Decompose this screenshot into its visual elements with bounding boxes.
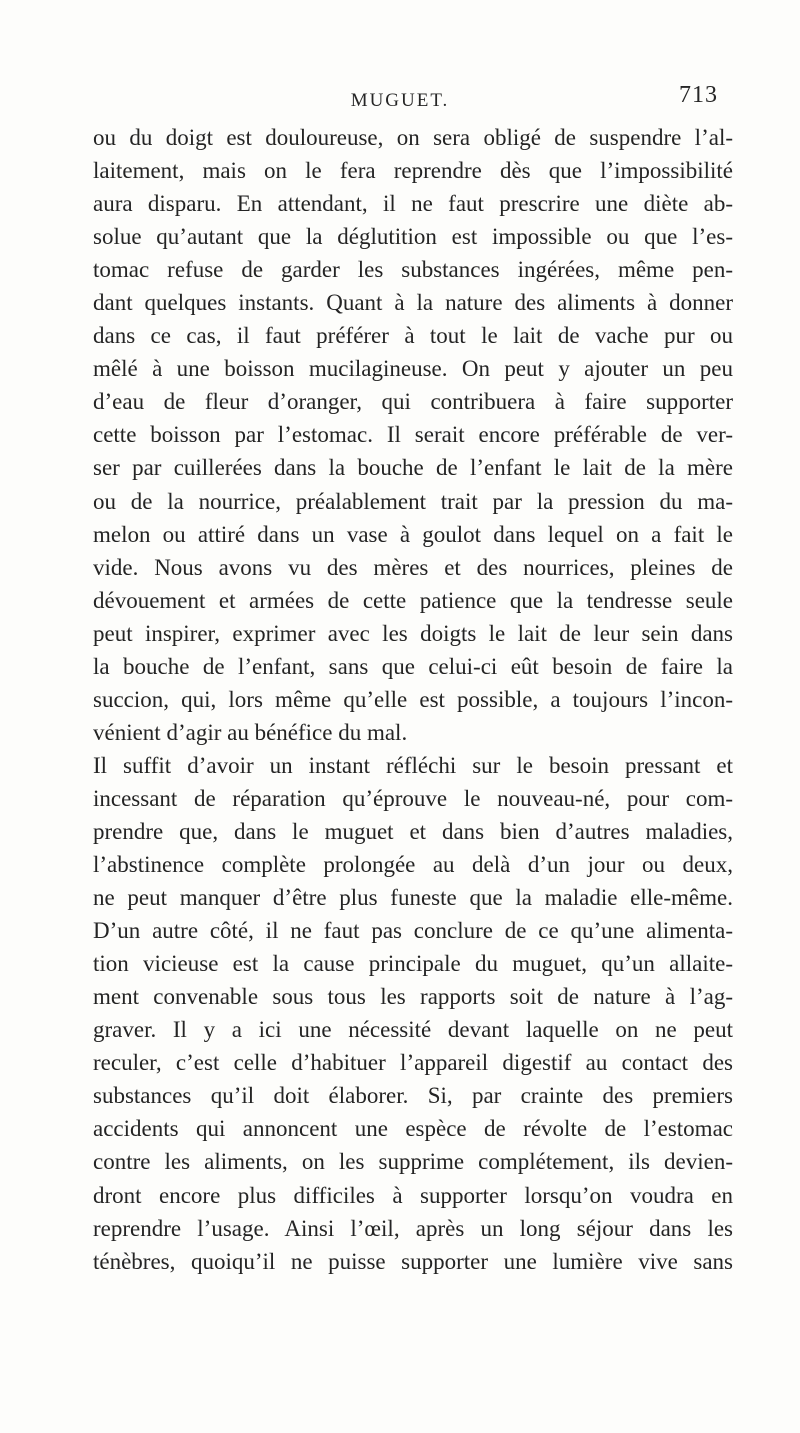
text-line: reprendre l’usage. Ainsi l’œil, après un long séjour dans les [93, 1215, 733, 1241]
text-line: substances qu’il doit élaborer. Si, par crainte des premiers [93, 1083, 733, 1109]
text-line: dant quelques instants. Quant à la nature des aliments à donner [93, 290, 733, 316]
text-line: D’un autre côté, il ne faut pas conclure de ce qu’une alimenta- [93, 918, 733, 944]
text-line: cette boisson par l’estomac. Il serait encore préférable de ver- [93, 422, 733, 448]
text-line: accidents qui annoncent une espèce de révolte de l’estomac [93, 1116, 733, 1142]
text-line-paragraph-start: Il suffit d’avoir un instant réfléchi sur le besoin pressant et [93, 752, 733, 778]
running-title: MUGUET. [350, 90, 450, 111]
text-line: dans ce cas, il faut préférer à tout le lait de vache pur ou [93, 323, 733, 349]
text-line: laitement, mais on le fera reprendre dès que l’impossibilité [93, 158, 733, 184]
text-line: melon ou attiré dans un vase à goulot dans lequel on a fait le [93, 521, 733, 547]
text-line: succion, qui, lors même qu’elle est possible, a toujours l’incon- [93, 686, 733, 712]
page-number: 713 [679, 82, 718, 108]
text-line: ténèbres, quoiqu’il ne puisse supporter une lumière vive sans [93, 1248, 733, 1274]
text-line: ou de la nourrice, préalablement trait par la pression du ma- [93, 488, 733, 514]
running-head [0, 82, 800, 120]
text-line: ne peut manquer d’être plus funeste que la maladie elle-même. [93, 885, 733, 911]
text-line: aura disparu. En attendant, il ne faut prescrire une diète ab- [93, 191, 733, 217]
text-line: d’eau de fleur d’oranger, qui contribuera à faire supporter [93, 389, 733, 415]
text-line: solue qu’autant que la déglutition est impossible ou que l’es- [93, 224, 733, 250]
text-line: graver. Il y a ici une nécessité devant laquelle on ne peut [93, 1017, 733, 1043]
text-line: dront encore plus difficiles à supporter lorsqu’on voudra en [93, 1182, 733, 1208]
text-line: mêlé à une boisson mucilagineuse. On peut y ajouter un peu [93, 356, 733, 382]
text-line: tomac refuse de garder les substances ingérées, même pen- [93, 257, 733, 283]
text-line: tion vicieuse est la cause principale du muguet, qu’un allaite- [93, 951, 733, 977]
text-line: contre les aliments, on les supprime complétement, ils devien- [93, 1149, 733, 1175]
text-line: reculer, c’est celle d’habituer l’appareil digestif au contact des [93, 1050, 733, 1076]
text-line: vide. Nous avons vu des mères et des nourrices, pleines de [93, 554, 733, 580]
text-line-paragraph-end: vénient d’agir au bénéfice du mal. [93, 719, 408, 745]
text-line: prendre que, dans le muguet et dans bien d’autres maladies, [93, 818, 733, 844]
text-line: incessant de réparation qu’éprouve le nouveau-né, pour com- [93, 785, 733, 811]
text-line: la bouche de l’enfant, sans que celui-ci eût besoin de faire la [93, 653, 733, 679]
text-line: ou du doigt est douloureuse, on sera obligé de suspendre l’al- [93, 125, 733, 150]
text-line: peut inspirer, exprimer avec les doigts le lait de leur sein dans [93, 620, 733, 646]
text-line: dévouement et armées de cette patience que la tendresse seule [93, 587, 733, 613]
body-text [93, 121, 733, 1278]
text-line: ment convenable sous tous les rapports soit de nature à l’ag- [93, 984, 733, 1010]
text-line: l’abstinence complète prolongée au delà d’un jour ou deux, [93, 852, 733, 878]
text-line: ser par cuillerées dans la bouche de l’enfant le lait de la mère [93, 455, 733, 481]
